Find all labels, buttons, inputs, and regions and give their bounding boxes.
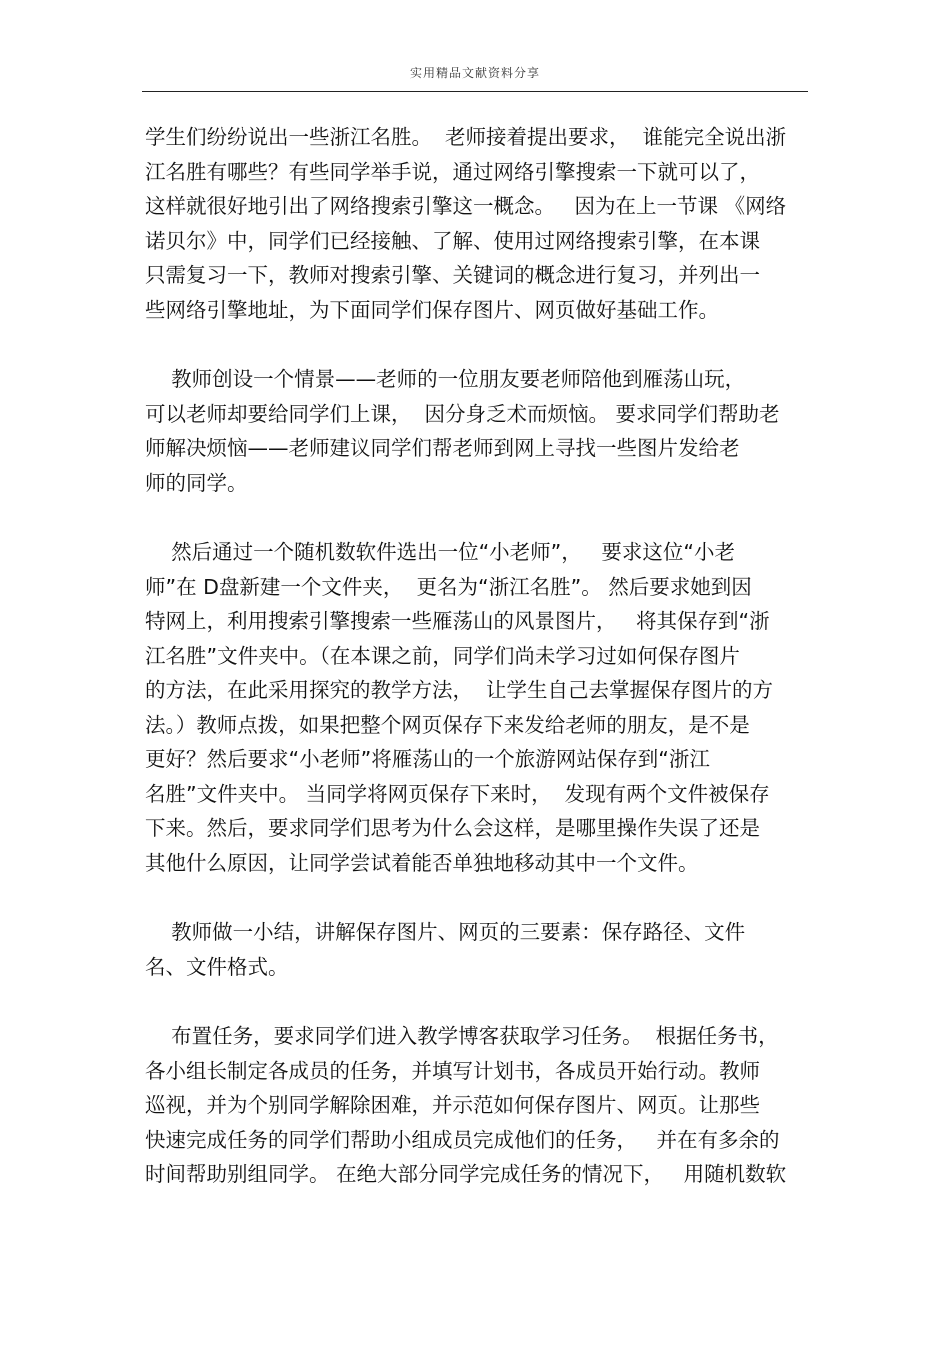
text-line: 师”在 D盘新建一个文件夹， 更名为“浙江名胜”。 然后要求她到因 [145, 574, 752, 599]
paragraph-3 [145, 535, 810, 880]
text-line: 江名胜”文件夹中。（在本课之前，同学们尚未学习过如何保存图片 [145, 643, 740, 668]
document-body [145, 120, 810, 1192]
header-divider [142, 91, 808, 92]
text-line: 法。）教师点拨，如果把整个网页保存下来发给老师的朋友，是不是 [145, 712, 750, 737]
text-line: 下来。然后，要求同学们思考为什么会这样，是哪里操作失误了还是 [145, 816, 760, 840]
text-line: 诺贝尔》中，同学们已经接触、了解、使用过网络搜索引擎，在本课 [145, 228, 760, 253]
paragraph-4 [145, 915, 810, 984]
text-line: 师解决烦恼——老师建议同学们帮老师到网上寻找一些图片发给老 [145, 436, 740, 460]
text-line: 可以老师却要给同学们上课， 因分身乏术而烦恼。 要求同学们帮助老 [145, 401, 780, 426]
text-line: 其他什么原因，让同学尝试着能否单独地移动其中一个文件。 [145, 850, 699, 875]
paragraph-gap [145, 880, 810, 915]
text-line: 名胜”文件夹中。 当同学将网页保存下来时， 发现有两个文件被保存 [145, 781, 770, 806]
text-line: 师的同学。 [145, 470, 248, 495]
text-line: 江名胜有哪些？有些同学举手说，通过网络引擎搜索一下就可以了， [145, 159, 760, 184]
text-line: 名、文件格式。 [145, 954, 289, 979]
text-line: 更好？然后要求“小老师”将雁荡山的一个旅游网站保存到“浙江 [145, 747, 710, 771]
text-line: 布置任务，要求同学们进入教学博客获取学习任务。 根据任务书， [145, 1024, 779, 1048]
text-line: 些网络引擎地址，为下面同学们保存图片、网页做好基础工作。 [145, 297, 719, 322]
text-line: 这样就很好地引出了网络搜索引擎这一概念。 因为在上一节课 《网络 [145, 194, 787, 218]
text-line: 特网上，利用搜索引擎搜索一些雁荡山的风景图片， 将其保存到“浙 [145, 609, 770, 633]
paragraph-gap [145, 327, 810, 362]
paragraph-2 [145, 362, 810, 500]
text-line: 巡视，并为个别同学解除困难，并示范如何保存图片、网页。让那些 [145, 1093, 760, 1117]
text-line: 然后通过一个随机数软件选出一位“小老师”， 要求这位“小老 [145, 540, 735, 564]
paragraph-1 [145, 120, 810, 327]
text-line: 时间帮助别组同学。 在绝大部分同学完成任务的情况下， 用随机数软 [145, 1162, 787, 1186]
paragraph-5 [145, 1019, 810, 1192]
text-line: 只需复习一下，教师对搜索引擎、关键词的概念进行复习，并列出一 [145, 263, 760, 287]
text-line: 教师做一小结，讲解保存图片、网页的三要素：保存路径、文件 [145, 920, 746, 944]
text-line: 教师创设一个情景——老师的一位朋友要老师陪他到雁荡山玩， [145, 367, 746, 391]
page-header: 实用精品文献资料分享 [409, 66, 540, 80]
text-line: 的方法，在此采用探究的教学方法， 让学生自己去掌握保存图片的方 [145, 678, 774, 702]
text-line: 快速完成任务的同学们帮助小组成员完成他们的任务， 并在有多余的 [145, 1127, 780, 1152]
paragraph-gap [145, 500, 810, 535]
paragraph-gap [145, 984, 810, 1019]
text-line: 各小组长制定各成员的任务，并填写计划书，各成员开始行动。教师 [145, 1058, 760, 1083]
text-line: 学生们纷纷说出一些浙江名胜。 老师接着提出要求， 谁能完全说出浙 [145, 125, 787, 149]
